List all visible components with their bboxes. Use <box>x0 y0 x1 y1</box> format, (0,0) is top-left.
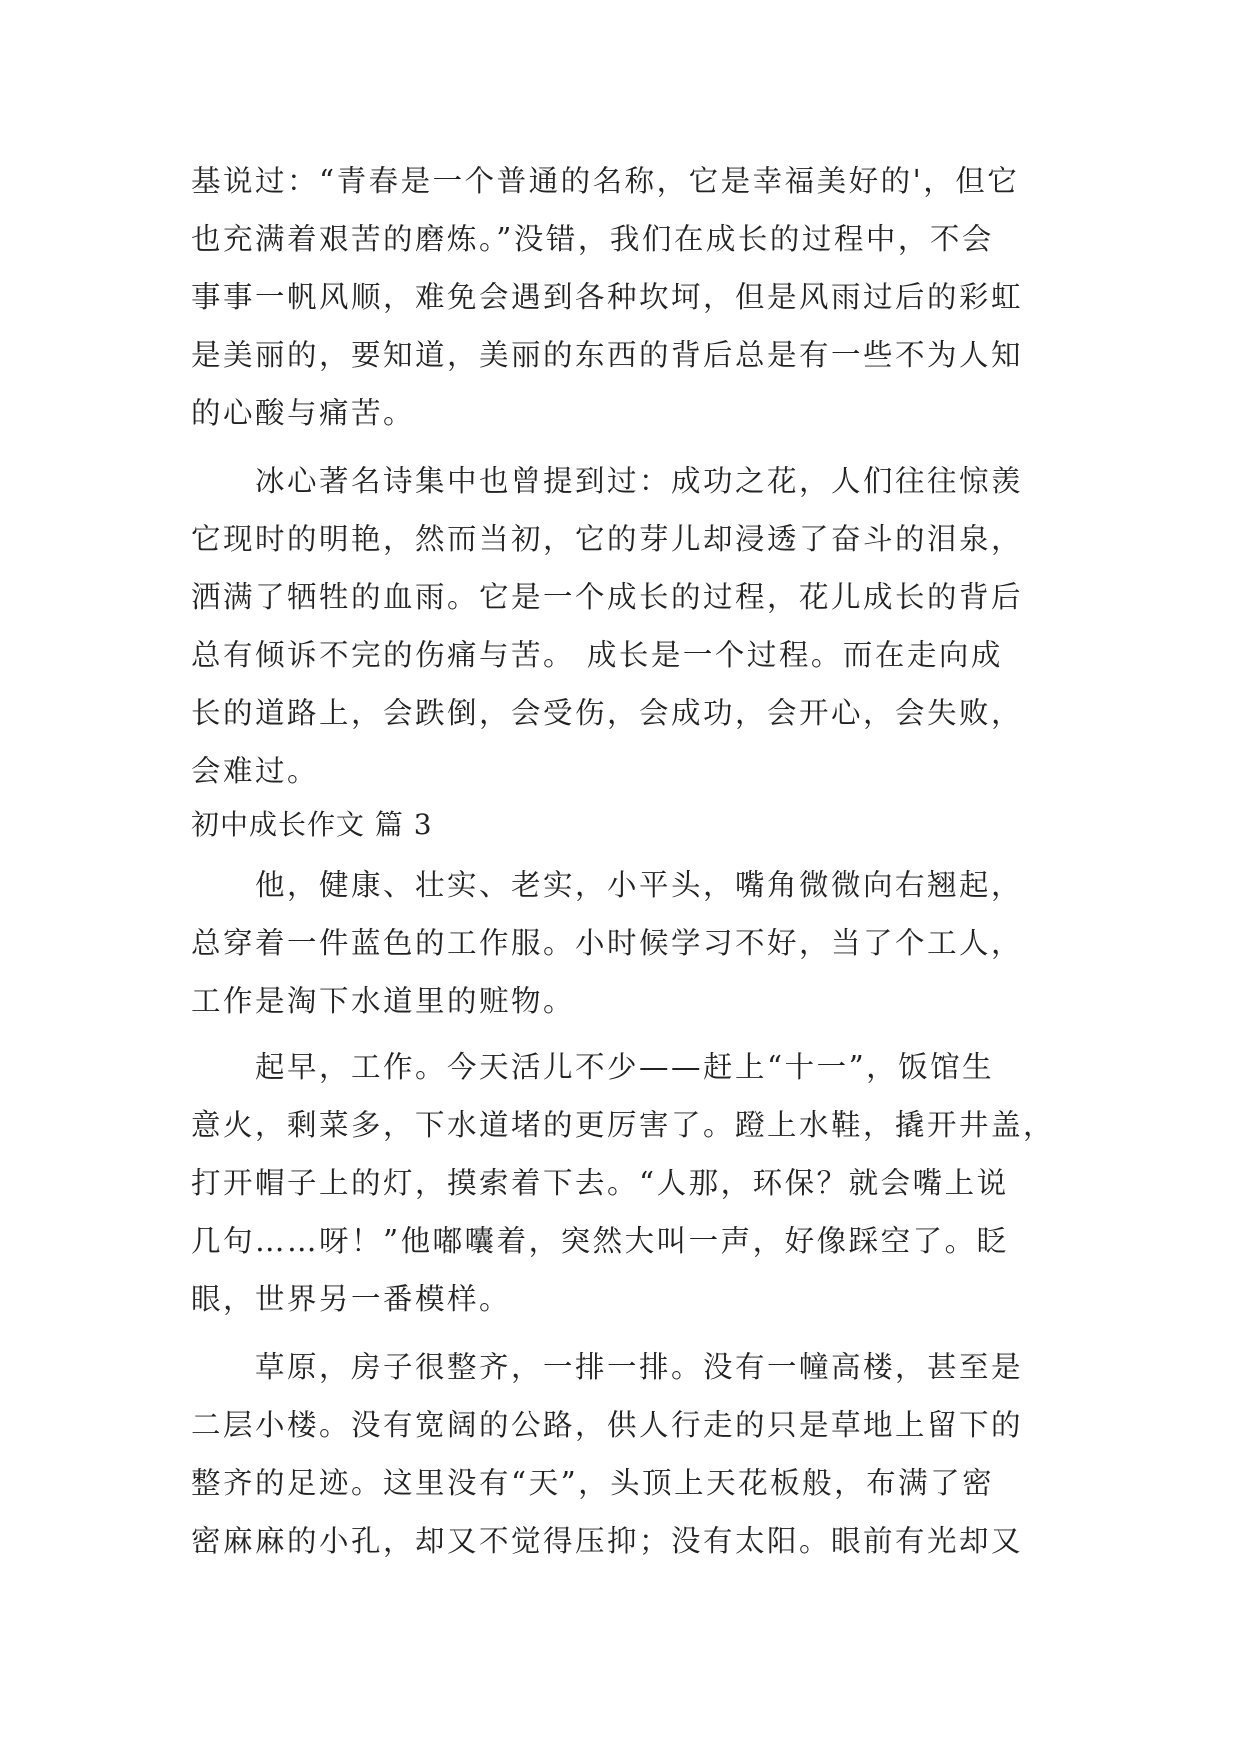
text-line: 二层小楼。没有宽阔的公路，供人行走的只是草地上留下的 <box>191 1408 1024 1442</box>
text-line: 几句……呀！”他嘟囔着，突然大叫一声，好像踩空了。眨 <box>191 1224 1009 1258</box>
text-line: 也充满着艰苦的磨炼。”没错，我们在成长的过程中，不会 <box>191 222 994 256</box>
section-heading: 初中成长作文 篇 3 <box>191 808 433 841</box>
text-line: 眼，世界另一番模样。 <box>191 1282 512 1316</box>
text-line: 事事一帆风顺，难免会遇到各种坎坷，但是风雨过后的彩虹 <box>191 280 1024 314</box>
text-line: 整齐的足迹。这里没有“天”，头顶上天花板般，布满了密 <box>191 1466 995 1500</box>
text-line: 密麻麻的小孔，却又不觉得压抑；没有太阳。眼前有光却又 <box>191 1524 1024 1558</box>
text-line: 他，健康、壮实、老实，小平头，嘴角微微向右翘起， <box>191 868 1024 902</box>
text-line: 会难过。 <box>191 754 320 788</box>
text-line: 冰心著名诗集中也曾提到过：成功之花，人们往往惊羡 <box>191 464 1024 498</box>
text-line: 草原，房子很整齐，一排一排。没有一幢高楼，甚至是 <box>191 1350 1024 1384</box>
text-line: 总穿着一件蓝色的工作服。小时候学习不好，当了个工人， <box>191 926 1024 960</box>
text-line: 是美丽的，要知道，美丽的东西的背后总是有一些不为人知 <box>191 338 1024 372</box>
paragraph-5 <box>191 1338 1061 1570</box>
text-line: 打开帽子上的灯，摸索着下去。“人那，环保？就会嘴上说 <box>191 1166 1009 1200</box>
document-page <box>191 152 1061 1570</box>
paragraph-3 <box>191 856 1061 1030</box>
text-line: 工作是淘下水道里的赃物。 <box>191 984 576 1018</box>
text-line: 起早，工作。今天活儿不少——赶上“十一”，饭馆生 <box>191 1050 995 1084</box>
text-line: 总有倾诉不完的伤痛与苦。 成长是一个过程。而在走向成 <box>191 638 1003 672</box>
text-line: 它现时的明艳，然而当初，它的芽儿却浸透了奋斗的泪泉， <box>191 522 1024 556</box>
text-line: 洒满了牺牲的血雨。它是一个成长的过程，花儿成长的背后 <box>191 580 1024 614</box>
paragraph-1 <box>191 152 1061 442</box>
text-line: 基说过：“青春是一个普通的名称，它是幸福美好的'，但它 <box>191 164 1020 198</box>
paragraph-2 <box>191 452 1061 800</box>
paragraph-4 <box>191 1038 1061 1328</box>
text-line: 的心酸与痛苦。 <box>191 396 416 430</box>
text-line: 意火，剩菜多，下水道堵的更厉害了。蹬上水鞋，撬开井盖， <box>191 1108 1056 1142</box>
text-line: 长的道路上，会跌倒，会受伤，会成功，会开心，会失败， <box>191 696 1024 730</box>
